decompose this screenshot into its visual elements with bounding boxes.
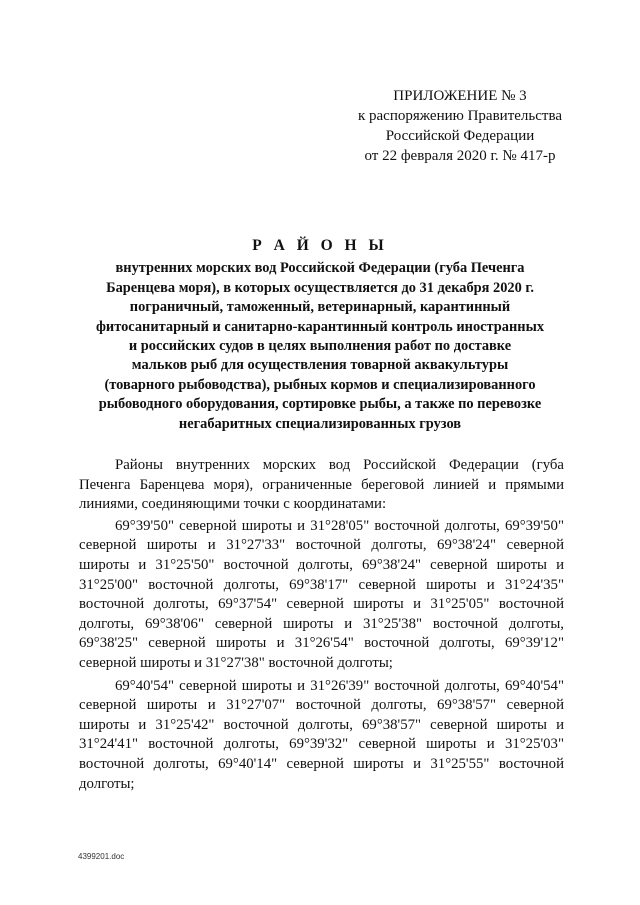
appendix-authority: Российской Федерации xyxy=(385,128,535,144)
document-body xyxy=(79,456,564,794)
title-line: рыбоводного оборудования, сортировке рыбы, а также по перевозке xyxy=(98,396,542,413)
title-line: Баренцева моря), в которых осуществляется до 31 декабря 2020 г. xyxy=(106,279,534,296)
document-file-code: 4399201.doc xyxy=(78,852,125,861)
title-line: (товарного рыбоводства), рыбных кормов и специализированного xyxy=(104,376,536,393)
appendix-date-number: от 22 февраля 2020 г. № 417-р xyxy=(364,148,556,164)
appendix-number: ПРИЛОЖЕНИЕ № 3 xyxy=(393,88,527,104)
title-line: мальков рыб для осуществления товарной аквакультуры xyxy=(131,357,509,374)
body-paragraph-area-2: 69°40'54" северной широты и 31°26'39" восточной долготы, 69°40'54" северной широты и 31°27'07" восточной долготы, 69°38'57" северной широты и 31°25'42" восточной долготы, 69°38'57" северной широты и 31°24'41" восточной долготы, 69°39'32" северной широты и 31°25'03" восточной долготы, 69°40'14" северной широты и 31°25'55" восточной долготы; xyxy=(79,677,564,792)
document-title xyxy=(90,236,550,434)
appendix-header xyxy=(340,86,580,166)
body-paragraph-area-1: 69°39'50" северной широты и 31°28'05" восточной долготы, 69°39'50" северной широты и 31°27'33" восточной долготы, 69°38'24" северной широты и 31°25'50" восточной долготы, 69°38'24" северной широты и 31°25'00" восточной долготы, 69°38'17" северной широты и 31°24'35" восточной долготы, 69°37'54" северной широты и 31°25'05" восточной долготы, 69°38'06" северной широты и 31°25'38" восточной долготы, 69°38'25" северной широты и 31°26'54" восточной долготы, 69°39'12" северной широты и 31°27'38" восточной долготы; xyxy=(79,517,564,671)
title-line: пограничный, таможенный, ветеринарный, карантинный xyxy=(129,299,511,316)
title-line: негабаритных специализированных грузов xyxy=(178,415,462,432)
body-paragraph-intro: Районы внутренних морских вод Российской Федерации (губа Печенга Баренцева моря), ограниченные береговой линией и прямыми линиями, соединяющими точки с координатами: xyxy=(79,457,564,513)
title-line: фитосанитарный и санитарно-карантинный контроль иностранных xyxy=(95,318,545,335)
title-line: и российских судов в целях выполнения работ по доставке xyxy=(128,338,512,355)
title-heading: Р А Й О Н Ы xyxy=(252,237,388,254)
appendix-reference: к распоряжению Правительства xyxy=(357,108,562,124)
title-line: внутренних морских вод Российской Федерации (губа Печенга xyxy=(115,260,525,277)
